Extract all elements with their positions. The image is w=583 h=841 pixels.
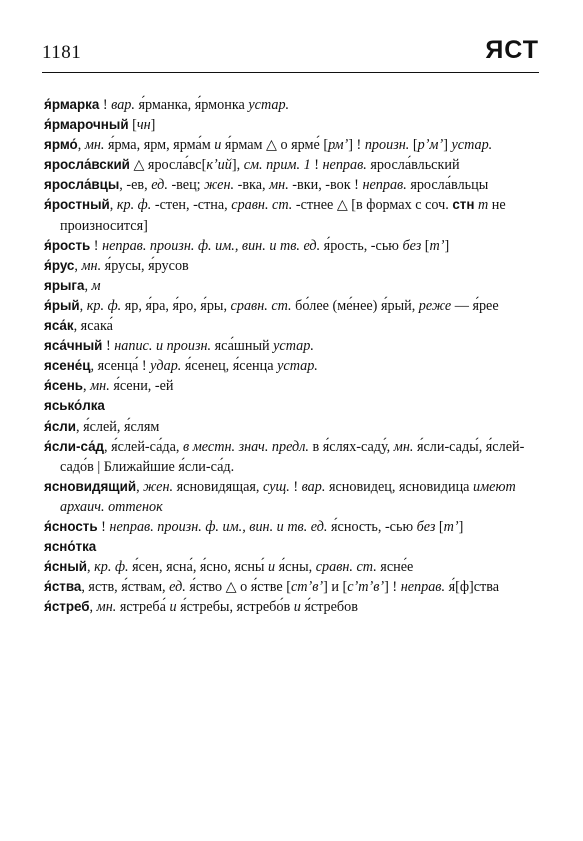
dictionary-entry [44, 537, 537, 557]
entry-label: мн. [269, 177, 289, 194]
entry-label: м [91, 277, 101, 294]
entry-text: ! [90, 237, 103, 254]
entry-label: жен. [204, 177, 235, 194]
entry-label: сʼтʼвʼ [347, 579, 385, 596]
entry-text: ] ! [348, 137, 365, 154]
entry-label: произн. [364, 137, 410, 154]
entry-label: кʼий [206, 157, 232, 174]
entry-text: , -ев, [119, 177, 152, 194]
entry-emphasis: стн [452, 197, 475, 213]
entry-text: ] [444, 237, 450, 254]
dictionary-entry [44, 557, 537, 577]
entry-label: ед. [151, 177, 168, 194]
entry-headword: ясене́ц [44, 358, 91, 374]
entry-label: неправ. [322, 157, 367, 174]
entry-label: устар. [248, 97, 290, 113]
entry-text: [ [409, 137, 418, 154]
entry-text: яр, я́ра, я́ро, я́ры, [121, 297, 231, 314]
entry-text: я́сен, ясна́, я́сно, ясны́ [128, 559, 269, 576]
entry-text: , [77, 137, 85, 154]
entry-label: устар. [277, 358, 318, 375]
entry-label: без [402, 237, 422, 254]
entry-headword: я́ростный [44, 197, 110, 213]
entry-text: , ясенца́ ! [90, 358, 151, 375]
entry-label: мн. [84, 137, 105, 154]
dictionary-entry [44, 336, 537, 356]
entry-text: я́[ф]ства [445, 579, 500, 596]
entry-text: , я́слей, я́слям [76, 418, 160, 435]
entry-text: я́сны, [275, 559, 316, 576]
entry-text: я́сени, -ей [109, 378, 174, 395]
entry-text: [ [421, 237, 430, 254]
entry-text: ], [231, 157, 244, 174]
entry-label: реже [418, 297, 452, 314]
running-head: ЯСТ [485, 36, 539, 64]
header-rule [42, 72, 539, 73]
dictionary-entry [44, 135, 537, 155]
entry-label: стʼвʼ [290, 579, 324, 596]
entry-text: ! [97, 518, 110, 535]
entry-label: без [416, 518, 436, 535]
entry-headword: ясько́лка [44, 398, 105, 414]
entry-text: ясновидец, ясновидица [325, 478, 474, 495]
entry-text: , [136, 478, 144, 495]
dictionary-entry [44, 276, 537, 296]
entry-label: неправ. произн. ф. им., вин. и тв. ед. [102, 237, 321, 254]
entry-text: -вки, -вок ! [288, 177, 363, 194]
entry-label: сравн. ст. [315, 559, 377, 576]
entry-text: я́ство △ о я́стве [ [185, 579, 291, 596]
entry-label: сравн. ст. [230, 297, 292, 314]
entry-text: , [79, 297, 87, 314]
entry-label: неправ. [400, 579, 446, 596]
entry-headword: я́сли [44, 418, 76, 434]
entry-text: ! [289, 478, 302, 495]
entry-text: , я́слей-са́да, [104, 438, 184, 455]
entry-text: яросла́вльцы [406, 177, 489, 194]
dictionary-entry [44, 517, 537, 537]
entry-text: ясновидящая, [173, 478, 264, 495]
dictionary-entry [44, 316, 537, 336]
entry-text: [ [128, 117, 137, 134]
dictionary-entry [44, 356, 537, 376]
entry-label: устар. [273, 338, 314, 355]
dictionary-entry [44, 577, 537, 597]
entry-text: , [74, 257, 82, 274]
entry-headword: я́сли-са́д [44, 438, 105, 454]
entry-label: неправ. [362, 177, 407, 194]
entry-label: мн. [81, 257, 102, 274]
entry-headword: я́рус [44, 257, 75, 273]
page-number: 1181 [42, 42, 82, 63]
entry-label: вар. [301, 478, 326, 495]
entry-text: -вец; [167, 177, 205, 194]
entry-headword: яса́к [44, 318, 74, 334]
entry-headword: ясно́тка [44, 539, 97, 555]
entry-text: ] и [ [323, 579, 348, 596]
entry-text: , [84, 277, 92, 294]
entry-text: △ яросла́вс[ [129, 157, 207, 174]
entry-text: , [89, 599, 97, 616]
entry-text: я́сли-сады́, я́слей-садо́в | Ближайшие я́сли-са́д. [60, 438, 525, 475]
entry-text: , [87, 559, 95, 576]
dictionary-entry [44, 195, 537, 235]
entry-text: ] [150, 117, 156, 134]
entry-label: и [214, 137, 222, 154]
entry-text: — я́рее [451, 297, 499, 314]
entry-headword: яросла́вцы [44, 177, 120, 193]
entry-text: я́стребы, ястребо́в [176, 599, 294, 616]
dictionary-entry [44, 477, 537, 517]
entry-text: я́рманка, я́рмонка [134, 97, 249, 113]
entry-label: имеют архаич. оттенок [60, 478, 516, 515]
entry-text: в я́слях-саду́, [308, 438, 394, 455]
entry-text: ] ! [384, 579, 401, 596]
entry-label: рʼмʼ [417, 137, 444, 154]
entry-text: , яств, я́ствам, [81, 579, 170, 596]
entry-label: устар. [451, 137, 493, 154]
entry-headword: я́стреб [44, 599, 90, 615]
entry-text: ] [458, 518, 464, 535]
entry-text: я́рмам △ о ярме́ [ [221, 137, 329, 154]
dictionary-entry [44, 396, 537, 416]
entry-headword: я́рый [44, 297, 80, 313]
entry-label: напис. и произн. [114, 338, 212, 355]
dictionary-entry [44, 376, 537, 396]
entry-label: и [293, 599, 301, 616]
dictionary-entry [44, 417, 537, 437]
entry-text: яросла́вльский [366, 157, 460, 174]
entry-text: я́стребов [300, 599, 358, 616]
entry-headword: ярмо́ [44, 137, 78, 153]
entry-label: и [169, 599, 177, 616]
entry-headword: яросла́вский [44, 157, 130, 173]
entry-text: яса́шный [211, 338, 274, 355]
entry-headword: ясновидящий [44, 478, 137, 494]
entry-label: сравн. ст. [231, 197, 293, 214]
entry-label: тʼ [443, 518, 459, 535]
dictionary-entry [44, 115, 537, 135]
entry-label: мн. [90, 378, 110, 395]
dictionary-entry [44, 256, 537, 276]
entry-text: бо́лее (ме́нее) я́рый, [291, 297, 419, 314]
entry-headword: я́сный [44, 559, 88, 575]
entry-text: [ [435, 518, 444, 535]
entry-label: т [477, 197, 489, 214]
entry-label: ед. [169, 579, 186, 596]
entry-text: я́рма, ярм, ярма́м [104, 137, 215, 154]
entry-label: рмʼ [328, 137, 349, 154]
entry-text: я́рость, -сью [320, 237, 403, 254]
dictionary-entry [44, 597, 537, 617]
entry-label: мн. [393, 438, 414, 455]
entry-text: , [109, 197, 117, 214]
entry-label: в местн. знач. предл. [183, 438, 309, 455]
entry-text: ястреба́ [116, 599, 170, 616]
entry-headword: я́рмарочный [44, 117, 129, 133]
dictionary-entry [44, 155, 537, 175]
entry-text: я́сенец, я́сенца [181, 358, 278, 375]
entry-headword: ярыга [44, 277, 85, 293]
entry-headword: я́ства [44, 579, 82, 595]
entry-label: жен. [143, 478, 174, 495]
entry-label: кр. ф. [116, 197, 152, 214]
entry-text: я́русы, я́русов [101, 257, 189, 274]
entry-text: ясне́е [376, 559, 414, 576]
entry-text: , [83, 378, 91, 395]
entry-text: -стен, -стна, [151, 197, 232, 214]
entry-text: -стнее △ [в формах с соч. [292, 197, 453, 214]
entry-label: и [268, 559, 276, 576]
entry-label: см. прим. 1 [243, 157, 311, 174]
entry-text: ! [99, 97, 112, 113]
entry-text: ! [310, 157, 323, 174]
entry-label: тʼ [429, 237, 445, 254]
entry-label: неправ. произн. ф. им., вин. и тв. ед. [109, 518, 328, 535]
entry-label: удар. [150, 358, 182, 375]
entry-label: чн [136, 117, 151, 134]
entry-label: кр. ф. [94, 559, 129, 576]
entry-text: не произносится] [60, 197, 506, 234]
dictionary-entry [44, 95, 537, 115]
entry-label: мн. [96, 599, 117, 616]
entry-label: кр. ф. [86, 297, 122, 314]
entry-label: сущ. [263, 478, 290, 495]
entry-text: ! [102, 338, 115, 355]
dictionary-entry [44, 236, 537, 256]
dictionary-entry [44, 175, 537, 195]
dictionary-entries [44, 95, 537, 617]
entry-headword: я́сень [44, 378, 84, 394]
entry-text: , ясака́ [73, 318, 113, 335]
entry-headword: я́рмарка [44, 97, 100, 112]
entry-headword: я́сность [44, 518, 98, 534]
dictionary-entry [44, 296, 537, 316]
entry-text: -вка, [234, 177, 270, 194]
entry-label: вар. [111, 97, 135, 113]
entry-text: я́сность, -сью [327, 518, 417, 535]
dictionary-entry [44, 437, 537, 477]
entry-headword: яса́чный [44, 338, 103, 354]
entry-headword: я́рость [44, 237, 91, 253]
entry-text: ] [443, 137, 452, 154]
